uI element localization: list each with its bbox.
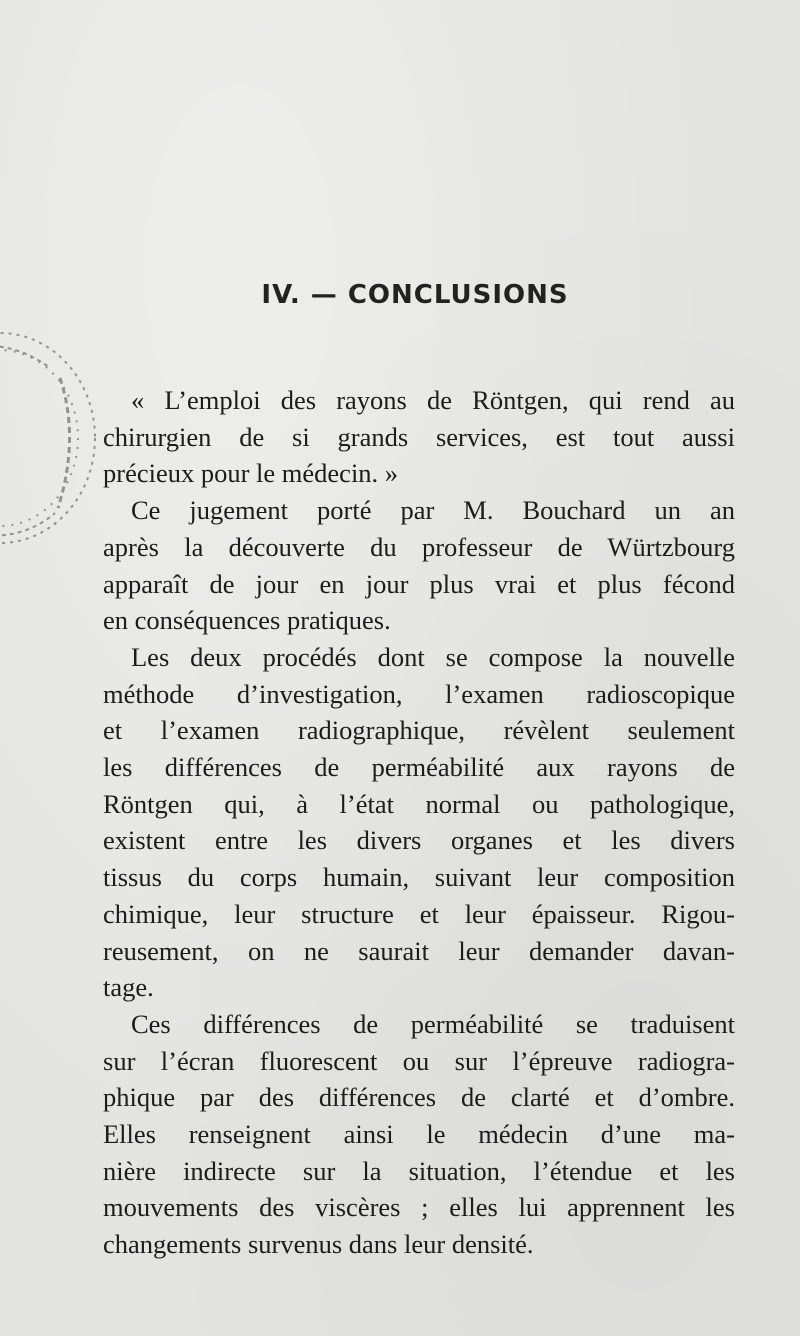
text-line: Elles renseignent ainsi le médecin d’une ma- [103,1119,735,1150]
text-line: après la découverte du professeur de Würtzbourg [103,531,735,562]
text-line: sur l’écran fluorescent ou sur l’épreuve radiogra- [103,1045,735,1076]
text-line: Les deux procédés dont se compose la nouvelle [131,641,735,672]
text-line: chirurgien de si grands services, est tout aussi [103,421,735,452]
text-line: phique par des différences de clarté et d’ombre. [103,1082,735,1113]
chapter-heading: IV. — CONCLUSIONS [261,280,569,310]
text-line: précieux pour le médecin. » [103,458,399,489]
text-line: apparaît de jour en jour plus vrai et plus fécond [103,568,735,599]
text-line: en conséquences pratiques. [103,605,391,636]
text-line: méthode d’investigation, l’examen radioscopique [103,678,735,709]
body-text [103,382,735,1263]
text-line: existent entre les divers organes et les divers [103,825,735,856]
library-stamp-icon [0,318,100,558]
text-line: nière indirecte sur la situation, l’étendue et les [103,1155,735,1186]
text-line: « L’emploi des rayons de Röntgen, qui rend au [131,385,735,415]
text-line: tage. [103,972,154,1003]
text-line: changements survenus dans leur densité. [103,1229,534,1260]
text-line: tissus du corps humain, suivant leur composition [103,862,735,893]
text-line: Ce jugement porté par M. Bouchard un an [131,495,735,526]
text-line: reusement, on ne saurait leur demander davan- [103,935,735,966]
text-line: Röntgen qui, à l’état normal ou pathologique, [103,788,735,819]
text-line: et l’examen radiographique, révèlent seulement [103,715,735,746]
text-line: mouvements des viscères ; elles lui apprennent les [103,1192,735,1223]
text-line: les différences de perméabilité aux rayons de [103,752,735,783]
text-line: chimique, leur structure et leur épaisseur. Rigou- [103,898,735,929]
text-line: Ces différences de perméabilité se traduisent [131,1008,735,1039]
